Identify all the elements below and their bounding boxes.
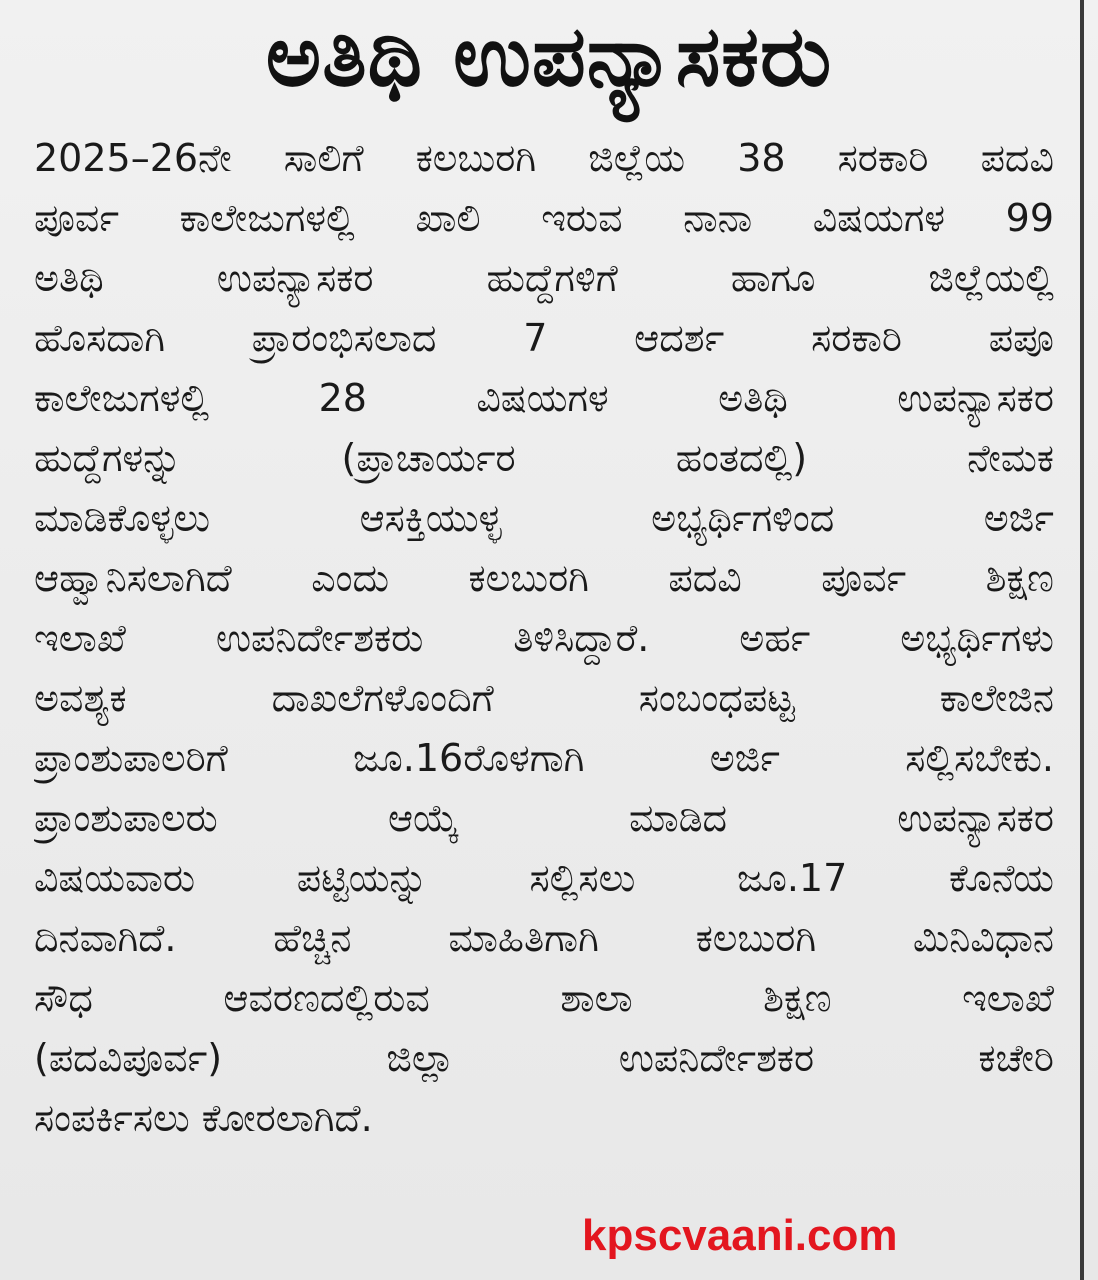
- article-line: ಸೌಧ ಆವರಣದಲ್ಲಿರುವ ಶಾಲಾ ಶಿಕ್ಷಣ ಇಲಾಖೆ: [34, 976, 1054, 1020]
- article-line: ಪ್ರಾಂಶುಪಾಲರಿಗೆ ಜೂ.16ರೊಳಗಾಗಿ ಅರ್ಜಿ ಸಲ್ಲಿಸಬೇಕು.: [34, 736, 1054, 780]
- article-line: ಇಲಾಖೆ ಉಪನಿರ್ದೇಶಕರು ತಿಳಿಸಿದ್ದಾರೆ. ಅರ್ಹ ಅಭ್ಯರ್ಥಿಗಳು: [34, 616, 1054, 660]
- article-line: ಮಾಡಿಕೊಳ್ಳಲು ಆಸಕ್ತಿಯುಳ್ಳ ಅಭ್ಯರ್ಥಿಗಳಿಂದ ಅರ್ಜಿ: [34, 496, 1054, 540]
- article-line: ಅತಿಥಿ ಉಪನ್ಯಾಸಕರ ಹುದ್ದೆಗಳಿಗೆ ಹಾಗೂ ಜಿಲ್ಲೆಯಲ್ಲಿ: [34, 256, 1054, 300]
- article-line: ದಿನವಾಗಿದೆ. ಹೆಚ್ಚಿನ ಮಾಹಿತಿಗಾಗಿ ಕಲಬುರಗಿ ಮಿನಿವಿಧಾನ: [34, 916, 1054, 960]
- article-line: ವಿಷಯವಾರು ಪಟ್ಟಿಯನ್ನು ಸಲ್ಲಿಸಲು ಜೂ.17 ಕೊನೆಯ: [34, 856, 1054, 900]
- article-body: [34, 128, 1054, 1148]
- article-line: 2025–26ನೇ ಸಾಲಿಗೆ ಕಲಬುರಗಿ ಜಿಲ್ಲೆಯ 38 ಸರಕಾರಿ ಪದವಿ: [34, 136, 1054, 180]
- headline: ಅತಿಥಿ ಉಪನ್ಯಾಸಕರು: [265, 7, 833, 105]
- column-rule: [1080, 0, 1084, 1280]
- article-line: ಹುದ್ದೆಗಳನ್ನು (ಪ್ರಾಚಾರ್ಯರ ಹಂತದಲ್ಲಿ) ನೇಮಕ: [34, 436, 1054, 480]
- watermark: kpscvaani.com: [582, 1211, 898, 1260]
- article-line: ಪೂರ್ವ ಕಾಲೇಜುಗಳಲ್ಲಿ ಖಾಲಿ ಇರುವ ನಾನಾ ವಿಷಯಗಳ 99: [34, 196, 1054, 240]
- article-line: ಕಾಲೇಜುಗಳಲ್ಲಿ 28 ವಿಷಯಗಳ ಅತಿಥಿ ಉಪನ್ಯಾಸಕರ: [34, 376, 1054, 420]
- article-line: ಪ್ರಾಂಶುಪಾಲರು ಆಯ್ಕೆ ಮಾಡಿದ ಉಪನ್ಯಾಸಕರ: [34, 796, 1054, 840]
- article-line: (ಪದವಿಪೂರ್ವ) ಜಿಲ್ಲಾ ಉಪನಿರ್ದೇಶಕರ ಕಚೇರಿ: [34, 1036, 1054, 1080]
- article-line: ಹೊಸದಾಗಿ ಪ್ರಾರಂಭಿಸಲಾದ 7 ಆದರ್ಶ ಸರಕಾರಿ ಪಪೂ: [34, 316, 1054, 360]
- article-line-last: ಸಂಪರ್ಕಿಸಲು ಕೋರಲಾಗಿದೆ.: [34, 1096, 373, 1140]
- article-line: ಅವಶ್ಯಕ ದಾಖಲೆಗಳೊಂದಿಗೆ ಸಂಬಂಧಪಟ್ಟ ಕಾಲೇಜಿನ: [34, 676, 1054, 720]
- article-line: ಆಹ್ವಾನಿಸಲಾಗಿದೆ ಎಂದು ಕಲಬುರಗಿ ಪದವಿ ಪೂರ್ವ ಶಿಕ್ಷಣ: [34, 556, 1054, 600]
